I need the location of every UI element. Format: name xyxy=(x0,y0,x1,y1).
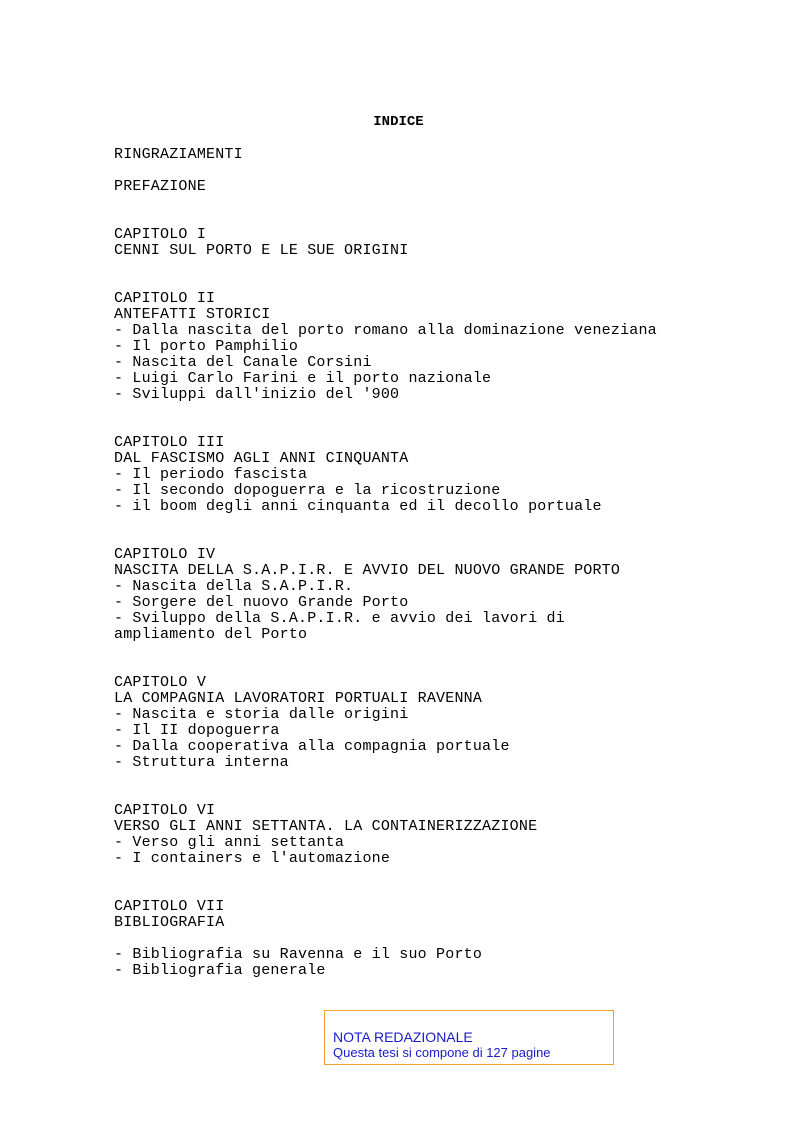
chapter-3-number: CAPITOLO III xyxy=(114,434,225,451)
chapter-7-item: - Bibliografia su Ravenna e il suo Porto xyxy=(114,946,483,963)
chapter-3-item: - il boom degli anni cinquanta ed il decollo portuale xyxy=(114,498,602,515)
editorial-note-text: Questa tesi si compone di 127 pagine xyxy=(333,1045,551,1060)
chapter-2-item: - Luigi Carlo Farini e il porto nazionale xyxy=(114,370,492,387)
chapter-7-number: CAPITOLO VII xyxy=(114,898,225,915)
chapter-2-item: - Dalla nascita del porto romano alla dominazione veneziana xyxy=(114,322,657,339)
chapter-3-title: DAL FASCISMO AGLI ANNI CINQUANTA xyxy=(114,450,409,467)
chapter-2-item: - Il porto Pamphilio xyxy=(114,338,299,355)
chapter-4-item: - Sviluppo della S.A.P.I.R. e avvio dei lavori di xyxy=(114,610,565,627)
chapter-4-number: CAPITOLO IV xyxy=(114,546,216,563)
chapter-5-item: - Dalla cooperativa alla compagnia portuale xyxy=(114,738,510,755)
chapter-6-number: CAPITOLO VI xyxy=(114,802,216,819)
chapter-7-title: BIBLIOGRAFIA xyxy=(114,914,225,931)
chapter-2-item: - Sviluppi dall'inizio del '900 xyxy=(114,386,400,403)
chapter-2-item: - Nascita del Canale Corsini xyxy=(114,354,372,371)
chapter-5-title: LA COMPAGNIA LAVORATORI PORTUALI RAVENNA xyxy=(114,690,483,707)
editorial-note-title: NOTA REDAZIONALE xyxy=(333,1029,473,1045)
chapter-7-item: - Bibliografia generale xyxy=(114,962,326,979)
chapter-5-item: - Nascita e storia dalle origini xyxy=(114,706,409,723)
front-matter-prefazione: PREFAZIONE xyxy=(114,178,207,195)
chapter-4-title: NASCITA DELLA S.A.P.I.R. E AVVIO DEL NUOVO GRANDE PORTO xyxy=(114,562,621,579)
chapter-6-item: - Verso gli anni settanta xyxy=(114,834,345,851)
chapter-5-number: CAPITOLO V xyxy=(114,674,207,691)
chapter-4-item: - Sorgere del nuovo Grande Porto xyxy=(114,594,409,611)
chapter-2-number: CAPITOLO II xyxy=(114,290,216,307)
chapter-2-title: ANTEFATTI STORICI xyxy=(114,306,271,323)
chapter-1-number: CAPITOLO I xyxy=(114,226,207,243)
chapter-5-item: - Struttura interna xyxy=(114,754,289,771)
chapter-6-item: - I containers e l'automazione xyxy=(114,850,391,867)
chapter-1-title: CENNI SUL PORTO E LE SUE ORIGINI xyxy=(114,242,409,259)
chapter-3-item: - Il secondo dopoguerra e la ricostruzione xyxy=(114,482,501,499)
chapter-3-item: - Il periodo fascista xyxy=(114,466,308,483)
chapter-6-title: VERSO GLI ANNI SETTANTA. LA CONTAINERIZZAZIONE xyxy=(114,818,538,835)
chapter-4-item: ampliamento del Porto xyxy=(114,626,308,643)
editorial-note-box xyxy=(324,1010,614,1065)
front-matter-ringraziamenti: RINGRAZIAMENTI xyxy=(114,146,243,163)
chapter-4-item: - Nascita della S.A.P.I.R. xyxy=(114,578,354,595)
page-title: INDICE xyxy=(373,114,424,130)
chapter-5-item: - Il II dopoguerra xyxy=(114,722,280,739)
